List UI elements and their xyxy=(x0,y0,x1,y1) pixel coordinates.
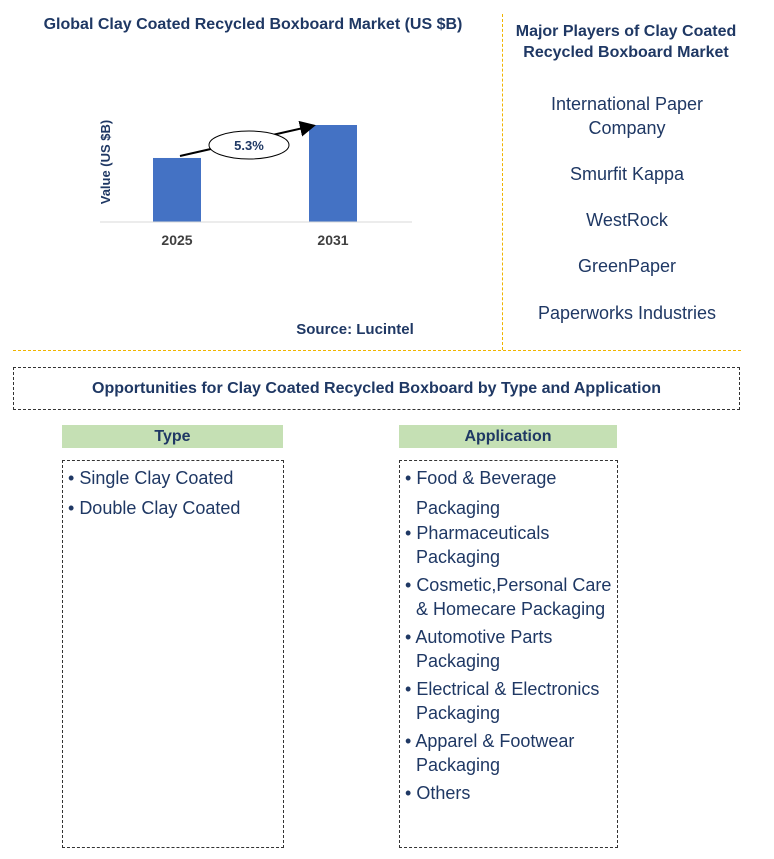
player-item: Smurfit Kappa xyxy=(569,164,685,184)
bar-chart xyxy=(0,0,500,300)
application-item: • Food & Beverage Packaging xyxy=(405,468,557,518)
source-label: Source: Lucintel xyxy=(296,321,414,338)
application-item: • Pharmaceuticals Packaging xyxy=(405,523,550,567)
bar-2025 xyxy=(153,158,201,222)
player-item: GreenPaper xyxy=(577,256,677,276)
vertical-divider xyxy=(502,14,503,350)
x-tick-label: 2025 xyxy=(161,232,193,248)
application-item: • Others xyxy=(405,783,471,803)
type-list xyxy=(62,460,284,848)
type-header: Type xyxy=(62,425,283,448)
bar-2031 xyxy=(309,125,357,222)
application-list xyxy=(399,460,618,848)
y-axis-label: Value (US $B) xyxy=(98,119,113,205)
growth-label: 5.3% xyxy=(234,138,264,153)
application-item: • Apparel & Footwear Packaging xyxy=(405,731,575,775)
player-item: International Paper Company xyxy=(550,94,704,138)
type-item: • Single Clay Coated xyxy=(68,468,234,488)
x-tick-label: 2031 xyxy=(317,232,349,248)
application-header: Application xyxy=(399,425,617,448)
player-item: WestRock xyxy=(586,210,668,230)
chart-title: Global Clay Coated Recycled Boxboard Market (US $B) xyxy=(43,16,463,33)
player-item: Paperworks Industries xyxy=(537,303,717,323)
application-item: • Electrical & Electronics Packaging xyxy=(405,679,600,723)
opportunities-title: Opportunities for Clay Coated Recycled Boxboard by Type and Application xyxy=(13,367,740,410)
type-item: • Double Clay Coated xyxy=(68,498,241,518)
application-item: • Automotive Parts Packaging xyxy=(405,627,553,671)
players-title: Major Players of Clay Coated Recycled Boxboard Market xyxy=(515,23,737,61)
horizontal-divider xyxy=(13,350,741,351)
application-item: • Cosmetic,Personal Care & Homecare Packaging xyxy=(405,575,612,619)
